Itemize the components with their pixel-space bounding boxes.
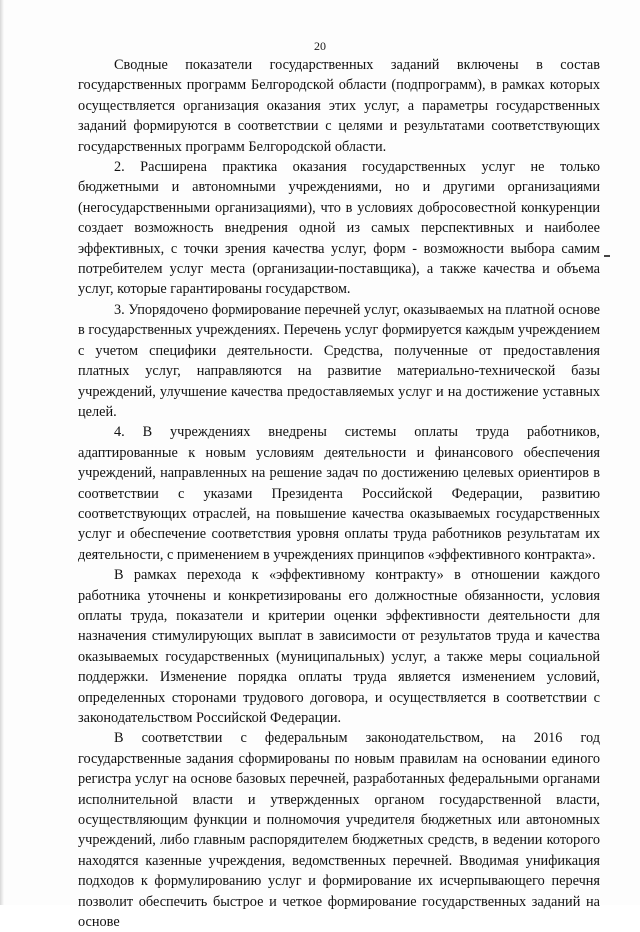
page-number: 20 — [314, 39, 326, 53]
paragraph-summary-indicators: Сводные показатели государственных заданий включены в состав государственных программ Белгородской области (подпрограмм), в рамках которых осуществляется организация оказания этих услуг, а параметры государственных заданий формируются в соответствии с целями и результатами соответствующих государственных программ Белгородской области. — [78, 57, 600, 155]
scan-edge-shadow — [0, 0, 4, 905]
paragraph-item-2: 2. Расширена практика оказания государственных услуг не только бюджетными и автономными учреждениями, но и другими организациями (негосударственными организациями), что в условиях добросовестной конкуренции создает возможность внедрения одной из самых перспективных и наиболее эффективных, с точки зрения качества услуг, форм - возможности выбора самим потребителем услуг места (организации-поставщика), а также качества и объема услуг, которые гарантированы государством. — [78, 159, 600, 298]
paragraph-item-4: 4. В учреждениях внедрены системы оплаты труда работников, адаптированные к новым условиям деятельности и финансового обеспечения учреждений, направленных на решение задач по достижению целевых ориентиров в соответствии с указами Президента Российской Федерации, развитию соответствующих отраслей, на повышение качества оказываемых государственных услуг и обеспечение соответствия уровня оплаты труда работников результатам их деятельности, с применением в учреждениях принципов «эффективного контракта». — [78, 424, 600, 563]
scan-mark — [604, 255, 610, 257]
paragraph-effective-contract: В рамках перехода к «эффективному контракту» в отношении каждого работника уточнены и конкретизированы его должностные обязанности, условия оплаты труда, показатели и критерии оценки эффективности деятельности для назначения стимулирующих выплат в зависимости от результатов труда и качества оказываемых государственных (муниципальных) услуг, а также меры социальной поддержки. Изменение порядка оплаты труда является изменением условий, определенных сторонами трудового договора, и осуществляется в соответствии с законодательством Российской Федерации. — [78, 567, 600, 726]
paragraph-federal-legislation: В соответствии с федеральным законодательством, на 2016 год государственные задания сформированы по новым правилам на основании единого регистра услуг на основе базовых перечней, разработанных федеральными органами исполнительной власти и утвержденных органом государственной власти, осуществляющим функции и полномочия учредителя бюджетных или автономных учреждений, либо главным распорядителем бюджетных средств, в ведении которого находятся казенные учреждения, ведомственных перечней. Вводимая унификация подходов к формулированию услуг и формирование их исчерпывающего перечня позволит обеспечить быстрое и четкое формирование государственных заданий на основе — [78, 730, 600, 931]
paragraph-item-3: 3. Упорядочено формирование перечней услуг, оказываемых на платной основе в государственных учреждениях. Перечень услуг формируется каждым учреждением с учетом специфики деятельности. Средства, полученные от предоставления платных услуг, направляются на развитие материально-технической базы учреждений, улучшение качества предоставляемых услуг и на достижение уставных целей. — [78, 301, 600, 420]
body-text — [78, 55, 600, 932]
